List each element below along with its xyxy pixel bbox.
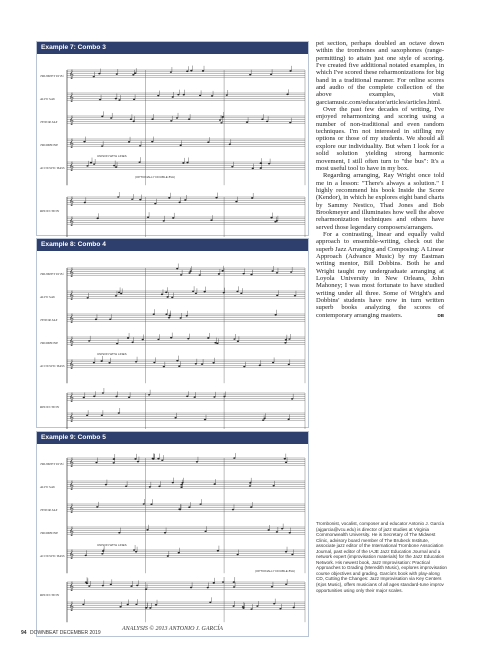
instrument-label: TRUMPET IN B♭ bbox=[40, 272, 64, 276]
article-column bbox=[316, 40, 444, 319]
issue-line: DOWNBEAT DECEMBER 2019 bbox=[29, 630, 101, 636]
svg-text:𝄞: 𝄞 bbox=[69, 601, 74, 611]
svg-text:𝄞: 𝄞 bbox=[69, 457, 74, 467]
page-folio bbox=[21, 630, 101, 636]
instrument-label: TENOR SAX bbox=[40, 318, 58, 322]
example-9-panel bbox=[36, 431, 309, 637]
svg-text:𝄞: 𝄞 bbox=[69, 336, 74, 346]
article-paragraph: pet section, perhaps doubled an octave down within the trombones and saxophones (range-permitting) to attain just one style of scoring. I've created five additional notated examples, in which I've scored these reharmonizations for big band in a traditional manner. For online scores and audio of the complete collection of the above examples, visit garciamusic.com/educator/articles/articles.html. bbox=[316, 40, 444, 106]
page-number: 94 bbox=[21, 630, 27, 636]
svg-text:𝄞: 𝄞 bbox=[69, 526, 74, 536]
instrument-label: ACOUSTIC BASS bbox=[40, 554, 65, 558]
svg-text:𝄞: 𝄞 bbox=[69, 196, 74, 206]
svg-text:𝄞: 𝄞 bbox=[69, 115, 74, 125]
score-image bbox=[37, 54, 310, 237]
svg-text:𝄞: 𝄞 bbox=[69, 392, 74, 402]
svg-text:𝄞: 𝄞 bbox=[69, 92, 74, 102]
notation-graphics bbox=[67, 264, 305, 429]
svg-text:𝄞: 𝄞 bbox=[69, 480, 74, 490]
instrument-label: TROMBONE bbox=[40, 531, 59, 535]
instrument-label: TROMBONE bbox=[40, 143, 59, 147]
svg-text:𝄞: 𝄞 bbox=[69, 290, 74, 300]
copyright-credit: ANALYSIS © 2013 ANTONIO J. GARCÍA bbox=[122, 626, 223, 632]
notation-graphics bbox=[67, 453, 305, 622]
article-paragraph: Over the past few decades of writing, I've enjoyed reharmonizing and scoring using a number of non-traditional and even random techniques. I'm not interested in stifling my options or those of my students. We should all explore our individuality. But when I look for a solid solution yielding strong harmonic movement, I still often turn to "the bus": It's a most useful tool to have in my box. bbox=[316, 106, 444, 172]
score-annotation: UNISON WITH LINES bbox=[97, 154, 127, 158]
example-8-panel bbox=[36, 238, 309, 428]
article-paragraph: Regarding arranging, Ray Wright once told me in a lesson: "There's always a solution." I highly recommend his book Inside the Score (Kendor), in which he explores eight band charts by Sammy Nestico, Thad Jones and Bob Brookmeyer and illuminates how well the above reharmonization techniques and others have served those legendary composers/arrangers. bbox=[316, 172, 444, 231]
author-bio: Trombonist, vocalist, composer and educator Antonio J. García (ajgarcia@vcu.edu) is director of jazz studies at Virginia Commonwealth University. He is Secretary of The Midwest Clinic, advisory board member of The Brubeck Institute, associate jazz editor of the International Trombone Association Journal, past editor of the IAJE Jazz Education Journal and a network expert (improvisation materials) for the Jazz Education Network. His newest book, Jazz Improvisation: Practical Approaches to Grading (Meredith Music), explores improvisation course objectives and grading. García's book with play-along CD, Cutting the Changes: Jazz Improvisation via Key Centers (Kjos Music), offers musicians of all ages standard-tune improv opportunities using only their major scales. bbox=[316, 521, 447, 593]
instrument-label: TENOR SAX bbox=[40, 508, 58, 512]
svg-text:𝄞: 𝄞 bbox=[69, 267, 74, 277]
instrument-label: TRUMPET IN B♭ bbox=[40, 462, 64, 466]
score-annotation: (OPTIONALLY DOUBLE 8VA) bbox=[255, 569, 296, 573]
instrument-label: ACOUSTIC BASS bbox=[40, 364, 65, 368]
instrument-label: TENOR SAX bbox=[40, 120, 58, 124]
instrument-label: ALTO SAX bbox=[40, 295, 55, 299]
score-annotation: UNISON WITH LINES bbox=[97, 352, 127, 356]
instrument-label: TRUMPET IN B♭ bbox=[40, 74, 64, 78]
svg-text:𝄞: 𝄞 bbox=[69, 412, 74, 422]
score-annotation: (OPTIONALLY DOUBLE 8VA) bbox=[135, 175, 176, 179]
notation-graphics bbox=[67, 66, 305, 237]
svg-text:𝄞: 𝄞 bbox=[69, 138, 74, 148]
example-title: Example 8: Combo 4 bbox=[37, 239, 308, 251]
svg-text:𝄞: 𝄞 bbox=[69, 503, 74, 513]
instrument-label: TROMBONE bbox=[40, 341, 59, 345]
svg-text:𝄞: 𝄞 bbox=[69, 313, 74, 323]
svg-text:𝄞: 𝄞 bbox=[69, 549, 74, 559]
instrument-label: ALTO SAX bbox=[40, 485, 55, 489]
svg-text:𝄞: 𝄞 bbox=[69, 216, 74, 226]
score-image bbox=[37, 444, 310, 638]
instrument-label: REDUCTION bbox=[40, 405, 60, 409]
score-image bbox=[37, 251, 310, 429]
example-title: Example 9: Combo 5 bbox=[37, 432, 308, 444]
svg-text:𝄞: 𝄞 bbox=[69, 581, 74, 591]
score-annotation: UNISON WITH LINES bbox=[97, 543, 127, 547]
instrument-label: REDUCTION bbox=[40, 593, 60, 597]
svg-text:𝄞: 𝄞 bbox=[69, 69, 74, 79]
svg-text:𝄞: 𝄞 bbox=[69, 161, 74, 171]
svg-text:𝄞: 𝄞 bbox=[69, 359, 74, 369]
instrument-label: REDUCTION bbox=[40, 209, 60, 213]
instrument-label: ALTO SAX bbox=[40, 97, 55, 101]
article-paragraph: For a contrasting, linear and equally valid approach to ensemble-writing, check out the superb Jazz Arranging and Composing: A Linear Approach (Advance Music) by my Eastman writing mentor, Bill Dobbins. Both he and Wright taught my undergraduate arranging at Loyola University in New Orleans, John Mahoney; I was most fortunate to have studied writing under all three. Some of Wright's and Dobbins' students have now in turn written superb books analyzing the scores of contemporary arranging masters. DB bbox=[316, 231, 444, 319]
example-7-panel bbox=[36, 41, 309, 236]
instrument-label: ACOUSTIC BASS bbox=[40, 166, 65, 170]
example-title: Example 7: Combo 3 bbox=[37, 42, 308, 54]
